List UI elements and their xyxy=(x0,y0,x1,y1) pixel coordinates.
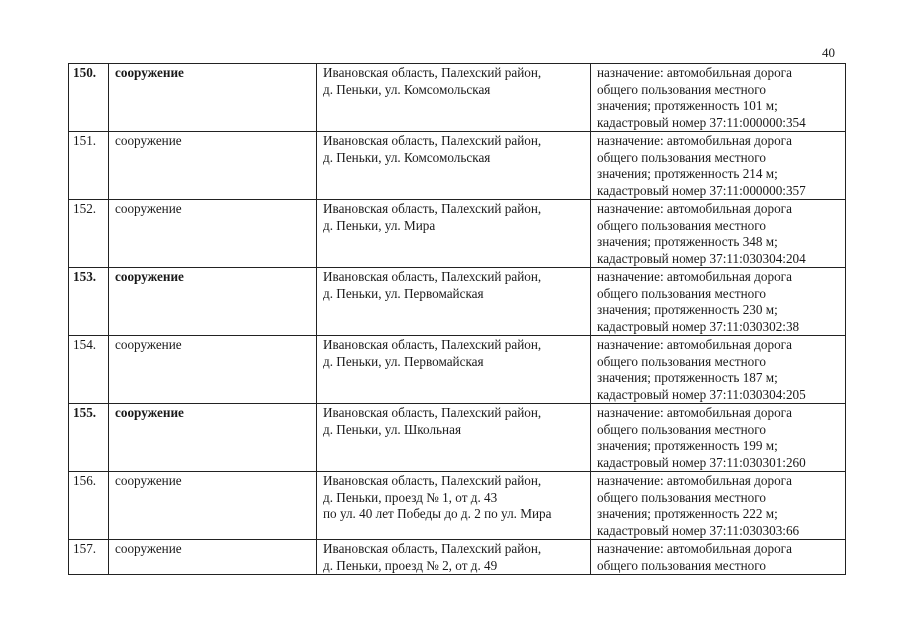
description-line: общего пользования местного xyxy=(597,285,766,301)
address-line: Ивановская область, Палехский район, xyxy=(323,65,542,80)
description-line: назначение: автомобильная дорога xyxy=(597,201,792,216)
row-number: 155. xyxy=(69,404,109,472)
table-row xyxy=(69,540,846,575)
address-line: д. Пеньки, ул. Первомайская xyxy=(323,353,484,369)
address-line: д. Пеньки, проезд № 2, от д. 49 xyxy=(323,557,498,573)
object-description xyxy=(591,336,846,404)
description-line: общего пользования местного xyxy=(597,81,766,97)
address-line: Ивановская область, Палехский район, xyxy=(323,133,542,148)
object-address xyxy=(317,268,591,336)
description-line: значения; протяженность 187 м; xyxy=(597,370,778,385)
table-row xyxy=(69,268,846,336)
description-line: кадастровый номер 37:11:030304:205 xyxy=(597,386,806,402)
object-description xyxy=(591,404,846,472)
object-address xyxy=(317,132,591,200)
description-line: кадастровый номер 37:11:030304:204 xyxy=(597,250,806,266)
table-row xyxy=(69,472,846,540)
description-line: значения; протяженность 222 м; xyxy=(597,506,778,521)
description-line: общего пользования местного xyxy=(597,489,766,505)
object-description xyxy=(591,268,846,336)
object-type: сооружение xyxy=(109,200,317,268)
row-number: 152. xyxy=(69,200,109,268)
object-description xyxy=(591,540,846,575)
object-type: сооружение xyxy=(109,404,317,472)
object-address xyxy=(317,540,591,575)
object-address xyxy=(317,472,591,540)
object-type: сооружение xyxy=(109,268,317,336)
address-line: д. Пеньки, ул. Комсомольская xyxy=(323,149,491,165)
object-address xyxy=(317,200,591,268)
table-row xyxy=(69,404,846,472)
table-row xyxy=(69,132,846,200)
address-line: Ивановская область, Палехский район, xyxy=(323,201,542,216)
table-row xyxy=(69,200,846,268)
description-line: общего пользования местного xyxy=(597,353,766,369)
registry-body xyxy=(69,64,846,575)
address-line: по ул. 40 лет Победы до д. 2 по ул. Мира xyxy=(323,506,552,521)
address-line: Ивановская область, Палехский район, xyxy=(323,337,542,352)
description-line: значения; протяженность 348 м; xyxy=(597,234,778,249)
description-line: общего пользования местного xyxy=(597,421,766,437)
description-line: кадастровый номер 37:11:030301:260 xyxy=(597,454,806,470)
description-line: кадастровый номер 37:11:030303:66 xyxy=(597,522,800,538)
description-line: значения; протяженность 101 м; xyxy=(597,98,778,113)
description-line: значения; протяженность 230 м; xyxy=(597,302,778,317)
row-number: 150. xyxy=(69,64,109,132)
address-line: Ивановская область, Палехский район, xyxy=(323,541,542,556)
property-registry-table xyxy=(68,63,846,575)
table-row xyxy=(69,336,846,404)
description-line: кадастровый номер 37:11:030302:38 xyxy=(597,318,800,334)
description-line: назначение: автомобильная дорога xyxy=(597,541,792,556)
address-line: д. Пеньки, ул. Школьная xyxy=(323,421,462,437)
description-line: кадастровый номер 37:11:000000:354 xyxy=(597,114,806,130)
description-line: назначение: автомобильная дорога xyxy=(597,65,792,80)
page-number: 40 xyxy=(822,45,835,60)
description-line: назначение: автомобильная дорога xyxy=(597,473,792,488)
object-address xyxy=(317,64,591,132)
description-line: значения; протяженность 199 м; xyxy=(597,438,778,453)
object-address xyxy=(317,336,591,404)
description-line: назначение: автомобильная дорога xyxy=(597,337,792,352)
address-line: Ивановская область, Палехский район, xyxy=(323,269,542,284)
address-line: Ивановская область, Палехский район, xyxy=(323,473,542,488)
object-type: сооружение xyxy=(109,540,317,575)
row-number: 157. xyxy=(69,540,109,575)
description-line: общего пользования местного xyxy=(597,557,766,573)
address-line: д. Пеньки, ул. Первомайская xyxy=(323,285,484,301)
row-number: 151. xyxy=(69,132,109,200)
object-type: сооружение xyxy=(109,472,317,540)
address-line: Ивановская область, Палехский район, xyxy=(323,405,542,420)
description-line: общего пользования местного xyxy=(597,149,766,165)
object-description xyxy=(591,64,846,132)
object-address xyxy=(317,404,591,472)
address-line: д. Пеньки, проезд № 1, от д. 43 xyxy=(323,489,498,505)
row-number: 154. xyxy=(69,336,109,404)
description-line: значения; протяженность 214 м; xyxy=(597,166,778,181)
description-line: назначение: автомобильная дорога xyxy=(597,133,792,148)
address-line: д. Пеньки, ул. Комсомольская xyxy=(323,81,491,97)
description-line: общего пользования местного xyxy=(597,217,766,233)
address-line: д. Пеньки, ул. Мира xyxy=(323,217,436,233)
description-line: кадастровый номер 37:11:000000:357 xyxy=(597,182,806,198)
object-type: сооружение xyxy=(109,132,317,200)
row-number: 153. xyxy=(69,268,109,336)
object-description xyxy=(591,472,846,540)
description-line: назначение: автомобильная дорога xyxy=(597,269,792,284)
row-number: 156. xyxy=(69,472,109,540)
table-row xyxy=(69,64,846,132)
object-description xyxy=(591,200,846,268)
object-type: сооружение xyxy=(109,336,317,404)
object-description xyxy=(591,132,846,200)
object-type: сооружение xyxy=(109,64,317,132)
description-line: назначение: автомобильная дорога xyxy=(597,405,792,420)
